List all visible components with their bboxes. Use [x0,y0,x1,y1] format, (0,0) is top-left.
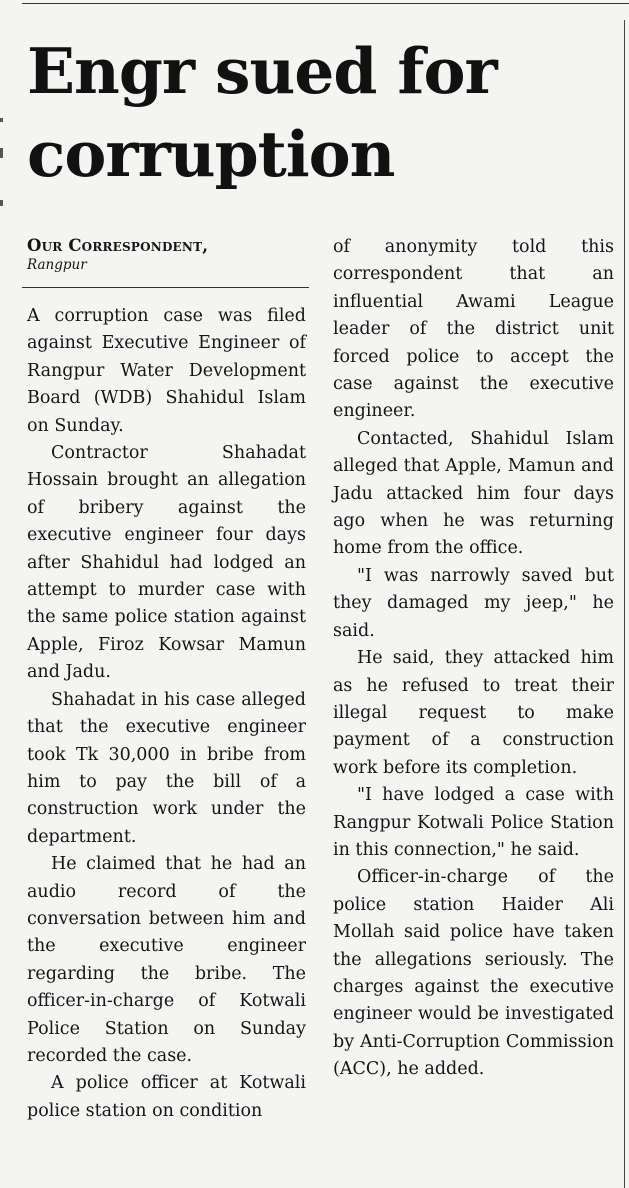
edge-mark [0,200,3,206]
top-rule [22,3,629,4]
paragraph: "I have lodged a case with Rangpur Kotwali Police Station in this connection," he said. [333,785,614,860]
byline [27,236,306,274]
paragraph: Officer-in-charge of the police station Haider Ali Mollah said police have taken the allegations seriously. The charges against the executive engineer would be investigated by Anti-Corruption Commission (ACC), he added. [333,867,614,1080]
byline-name: Our Correspondent, [27,236,209,255]
edge-mark [0,148,3,158]
paragraph: of anonymity told this correspondent that an influential Awami League leader of the district unit forced police to accept the case against the executive engineer. [333,237,614,422]
paragraph: Contacted, Shahidul Islam alleged that Apple, Mamun and Jadu attacked him four days ago when he was returning home from the office. [333,428,614,559]
paragraph: Shahadat in his case alleged that the executive engineer took Tk 30,000 in bribe from him to pay the bill of a construction work under the department. [27,689,306,847]
paragraph: He said, they attacked him as he refused to treat their illegal request to make payment of a construction work before its completion. [333,648,614,778]
paragraph: "I was narrowly saved but they damaged my jeep," he said. [333,565,614,641]
paragraph: He claimed that he had an audio record of the conversation between him and the executive engineer regarding the bribe. The officer-in-charge of Kotwali Police Station on Sunday recorded the case. [27,854,306,1066]
byline-place: Rangpur [27,257,87,273]
article-column-left [27,303,306,1125]
paragraph: A police officer at Kotwali police station on condition [27,1073,306,1121]
article-column-right [333,234,614,1084]
headline: Engr sued for corruption [27,34,497,191]
right-column-rule [624,20,625,1188]
paragraph: Contractor Shahadat Hossain brought an allegation of bribery against the executive engineer four days after Shahidul had lodged an attempt to murder case with the same police station against Apple, Firoz Kowsar Mamun and Jadu. [27,443,306,683]
paragraph: A corruption case was filed against Executive Engineer of Rangpur Water Development Board (WDB) Shahidul Islam on Sunday. [27,306,306,436]
edge-mark [0,118,3,122]
byline-rule [22,287,309,288]
